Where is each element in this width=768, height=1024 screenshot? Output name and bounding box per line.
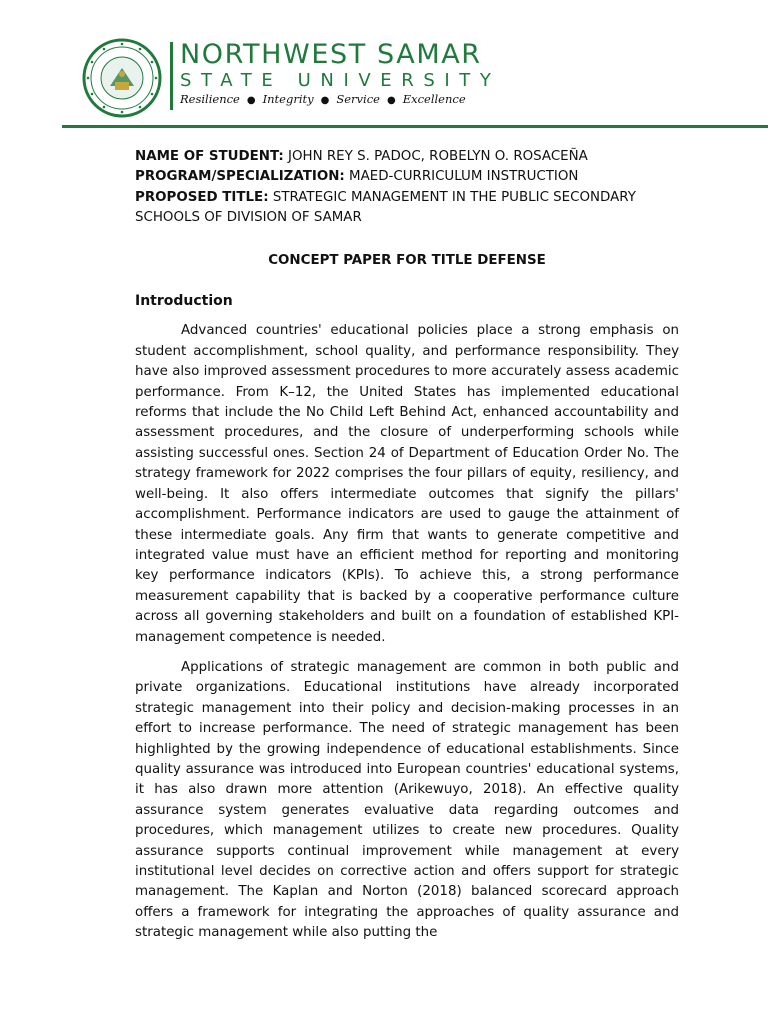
program-field [135,167,679,187]
letterhead [0,0,768,130]
program-value: MAED-CURRICULUM INSTRUCTION [349,169,579,185]
header-divider-horizontal [62,125,768,128]
university-motto [180,92,466,108]
motto-word: Resilience [180,92,240,106]
paragraph: Advanced countries' educational policies place a strong emphasis on student accomplishment, school quality, and performance responsibility. They have also improved assessment procedures to more accurately assess academic performance. From K–12, the United States has implemented educational reforms that include the No Child Left Behind Act, enhanced accountability and assessment procedures, and the closure of underperforming schools while assisting successful ones. Section 24 of Department of Education Order No. The strategy framework for 2022 comprises the four pillars of equity, resiliency, and well-being. It also offers intermediate outcomes that signify the pillars' accomplishment. Performance indicators are used to gauge the attainment of these intermediate goals. Any firm that wants to generate competitive and integrated value must have an efficient method for reporting and monitoring key performance indicators (KPIs). To achieve this, a strong performance measurement capability that is backed by a cooperative performance culture across all governing stakeholders and built on a foundation of established KPI-management competence is needed. [135,323,679,645]
program-label: PROGRAM/SPECIALIZATION: [135,169,345,185]
proposed-title-field [135,188,679,229]
paragraph: Applications of strategic management are common in both public and private organizations. Educational institutions have already incorporated strategic management into their policy and decision-making processes in an effort to increase performance. The need of strategic management has been highlighted by the growing independence of educational establishments. Since quality assurance was introduced into European countries' educational systems, it has also drawn more attention (Arikewuyo, 2018). An effective quality assurance system generates evaluative data regarding outcomes and procedures, which management utilizes to create new procedures. Quality assurance supports continual improvement while management at every institutional level decides on corrective action and offers support for strategic management. The Kaplan and Norton (2018) balanced scorecard approach offers a framework for integrating the approaches of quality assurance and strategic management while also putting the [135,659,679,941]
motto-word: Service [336,92,380,106]
proposed-title-label: PROPOSED TITLE: [135,189,269,205]
university-name: NORTHWEST SAMAR [180,39,482,70]
document-title: CONCEPT PAPER FOR TITLE DEFENSE [268,252,546,268]
student-label: NAME OF STUDENT: [135,149,284,164]
student-value: JOHN REY S. PADOC, ROBELYN O. ROSACEÑA [288,149,588,164]
proposed-title-value: STRATEGIC MANAGEMENT IN THE PUBLIC SECONDARY SCHOOLS OF DIVISION OF SAMAR [135,189,636,226]
bullet-icon: ● [320,95,330,106]
university-subtitle: STATE UNIVERSITY [180,70,501,91]
header-divider-vertical [170,42,173,110]
student-field [135,147,679,167]
document-body [135,147,679,954]
motto-word: Excellence [402,92,466,106]
section-heading: Introduction [135,293,233,310]
university-seal-icon [82,38,162,118]
bullet-icon: ● [246,95,256,106]
motto-word: Integrity [262,92,314,106]
bullet-icon: ● [386,95,396,106]
